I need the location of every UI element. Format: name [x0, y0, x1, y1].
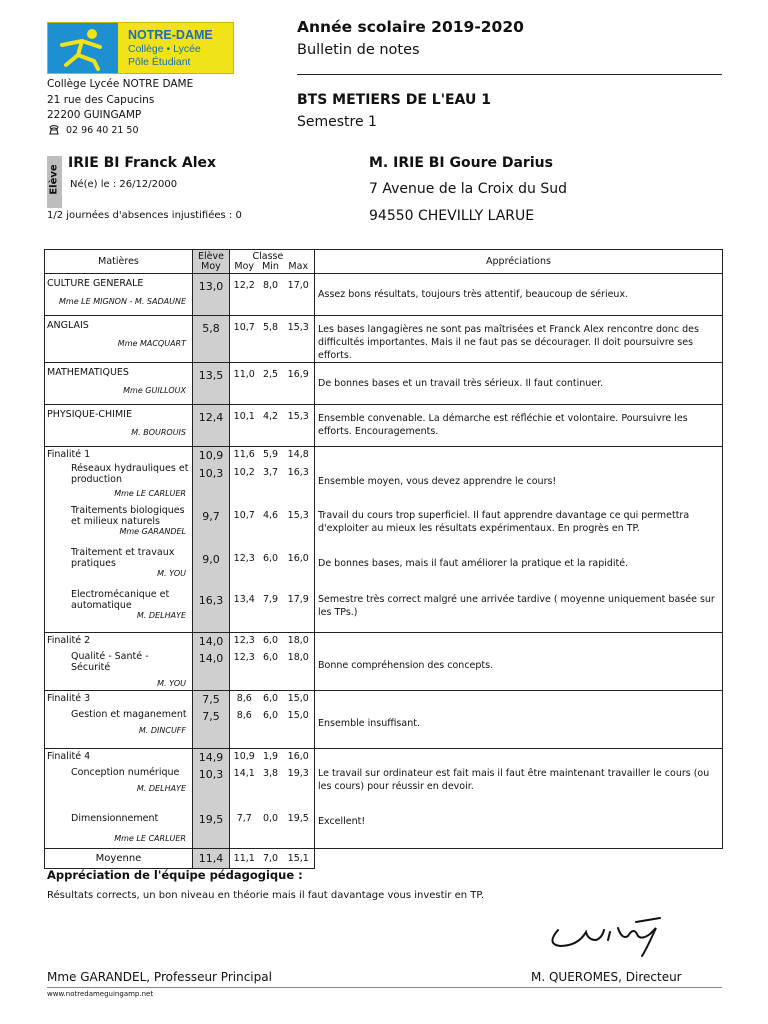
table-cell: PHYSIQUE-CHIMIE M. BOUROUIS: [45, 405, 193, 447]
table-cell: Qualité - Santé - Sécurité M. YOU: [45, 649, 193, 691]
table-cell: 15,3: [283, 405, 315, 447]
table-cell: Semestre très correct malgré une arrivée tardive ( moyenne uniquement basée sur les TPs.): [315, 589, 723, 633]
table-cell: 6,0: [259, 691, 283, 707]
table-cell: 15,1: [283, 849, 315, 869]
table-cell: 13,0: [193, 274, 230, 316]
table-cell: 8,6: [230, 707, 259, 749]
table-cell: CULTURE GENERALE Mme LE MIGNON - M. SADAUNE: [45, 274, 193, 316]
school-name: Collège Lycée NOTRE DAME: [47, 78, 194, 90]
table-cell: Ensemble convenable. La démarche est réfléchie et volontaire. Poursuivre les efforts. Encouragements.: [315, 405, 723, 447]
table-cell: Les bases langagières ne sont pas maîtrisées et Franck Alex rencontre donc des difficultés importantes. Mais il ne faut pas se décourager. Il doit poursuivre ses efforts.: [315, 316, 723, 363]
table-cell: Traitement et travaux pratiques M. YOU: [45, 547, 193, 589]
school-year: Année scolaire 2019-2020: [297, 18, 524, 36]
program-title: BTS METIERS DE L'EAU 1: [297, 92, 491, 108]
col-matieres: Matières: [45, 250, 193, 274]
table-cell: Ensemble insuffisant.: [315, 707, 723, 749]
table-row: [45, 807, 723, 849]
footer-divider: [47, 987, 722, 988]
table-cell: 6,0: [262, 552, 279, 564]
table-cell: 14,9: [193, 749, 230, 765]
logo-figure-icon: [48, 23, 118, 73]
col-classe: Classe: [252, 251, 284, 262]
school-phone: 02 96 40 21 50: [66, 125, 139, 136]
school-street: 21 rue des Capucins: [47, 94, 155, 106]
table-cell: 0,0: [259, 807, 283, 849]
table-cell: 19,5: [283, 807, 315, 849]
equipe-text: Résultats corrects, un bon niveau en théorie mais il faut davantage vous investir en TP.: [47, 890, 485, 901]
parent-name: M. IRIE BI Goure Darius: [369, 155, 553, 171]
table-cell: 8,6: [230, 691, 259, 707]
table-cell: Réseaux hydrauliques et production Mme LE CARLUER: [45, 463, 193, 505]
logo-line2: Collège • Lycée: [128, 43, 201, 55]
table-row: [45, 547, 723, 589]
table-cell: 10,9: [193, 447, 230, 463]
table-cell: Electromécanique et automatique M. DELHAYE: [45, 589, 193, 633]
table-cell: De bonnes bases, mais il faut améliorer la pratique et la rapidité.: [315, 547, 723, 589]
table-cell: 10,7: [230, 316, 259, 363]
table-cell: [315, 691, 723, 707]
col-classe-min: Classe Min: [252, 251, 284, 272]
table-cell: 19,5: [193, 807, 230, 849]
grades-table: [44, 249, 723, 869]
table-cell: Traitements biologiques et milieux naturels Mme GARANDEL: [45, 505, 193, 547]
director-signature: [538, 900, 688, 960]
table-cell: ANGLAIS Mme MACQUART: [45, 316, 193, 363]
table-row: [45, 649, 723, 691]
table-cell: 17,0: [283, 274, 315, 316]
table-cell: 16,9: [283, 363, 315, 405]
table-cell: 9,7: [193, 505, 230, 547]
table-row: [45, 463, 723, 505]
table-cell: 16,0: [283, 547, 315, 589]
logo-line1: NOTRE-DAME: [128, 28, 213, 42]
table-row: [45, 765, 723, 807]
table-row: [45, 707, 723, 749]
table-cell: [315, 749, 723, 765]
table-cell: 5,8: [193, 316, 230, 363]
finalite-4-row: [45, 749, 723, 765]
col-eleve: Elève Moy: [193, 250, 230, 274]
table-cell: [315, 849, 723, 869]
footer-url[interactable]: www.notredameguingamp.net: [47, 990, 154, 998]
table-cell: 11,4: [193, 849, 230, 869]
finalite-2-row: [45, 633, 723, 649]
table-cell: 10,3: [193, 765, 230, 807]
table-cell: 7,9: [259, 589, 283, 633]
table-cell: [315, 447, 723, 463]
table-cell: Finalité 4: [45, 749, 193, 765]
table-cell: 4,2: [259, 405, 283, 447]
table-cell: Dimensionnement Mme LE CARLUER: [45, 807, 193, 849]
table-cell: 15,3: [283, 316, 315, 363]
table-cell: 7,5: [193, 691, 230, 707]
table-cell: 7,5: [193, 707, 230, 749]
director-name: M. QUEROMES, Directeur: [531, 970, 682, 984]
table-cell: 5,8: [259, 316, 283, 363]
table-cell: 6,0: [259, 649, 283, 691]
table-cell: 16,3: [283, 463, 315, 505]
table-cell: 10,2: [230, 463, 259, 505]
table-cell: 13,5: [193, 363, 230, 405]
table-row: [45, 405, 723, 447]
table-cell: 19,3: [283, 765, 315, 807]
finalite-1-row: [45, 447, 723, 463]
table-cell: 15,3: [283, 505, 315, 547]
table-cell: 14,8: [283, 447, 315, 463]
table-cell: 14,1: [230, 765, 259, 807]
table-header: [45, 250, 723, 274]
logo-line3: Pôle Étudiant: [128, 56, 191, 68]
table-cell: 17,9: [283, 589, 315, 633]
table-cell: Conception numérique M. DELHAYE: [45, 765, 193, 807]
table-cell: [315, 633, 723, 649]
table-cell: 15,0: [283, 691, 315, 707]
table-row: [45, 316, 723, 363]
table-cell: 4,6: [262, 509, 279, 521]
table-cell: 10,9: [230, 749, 259, 765]
table-cell: 1,9: [259, 749, 283, 765]
col-classe-max: Max: [283, 250, 315, 274]
table-cell: 9,0: [193, 547, 230, 589]
parent-address1: 7 Avenue de la Croix du Sud: [369, 181, 567, 197]
table-cell: 16,3: [193, 589, 230, 633]
table-cell: 10,3: [193, 463, 230, 505]
table-cell: 7,0: [259, 849, 283, 869]
table-row: [45, 505, 723, 547]
principal-signature: Mme GARANDEL, Professeur Principal: [47, 970, 272, 984]
table-cell: Travail du cours trop superficiel. Il faut apprendre davantage ce qui permettra d'exploiter au mieux les résultats expérimentaux. En progrès en TP.: [315, 505, 723, 547]
col-classe-moy: Moy: [230, 250, 259, 274]
table-cell: 10,1: [230, 405, 259, 447]
school-logo: [47, 22, 234, 74]
table-cell: 11,1: [230, 849, 259, 869]
table-row: [45, 589, 723, 633]
table-row: [45, 363, 723, 405]
table-cell: 10,7: [230, 505, 259, 547]
table-cell: Ensemble moyen, vous devez apprendre le cours!: [315, 463, 723, 505]
table-cell: Excellent!: [315, 807, 723, 849]
finalite-3-row: [45, 691, 723, 707]
table-cell: 12,3: [230, 633, 259, 649]
document-type: Bulletin de notes: [297, 42, 420, 58]
table-cell: 12,4: [193, 405, 230, 447]
table-cell: Bonne compréhension des concepts.: [315, 649, 723, 691]
table-cell: 18,0: [283, 633, 315, 649]
eleve-tab: Elève: [47, 156, 62, 208]
table-cell: 6,0: [259, 707, 283, 749]
table-cell: De bonnes bases et un travail très sérieux. Il faut continuer.: [315, 363, 723, 405]
table-cell: 12,2: [230, 274, 259, 316]
parent-address2: 94550 CHEVILLY LARUE: [369, 208, 535, 224]
school-city: 22200 GUINGAMP: [47, 109, 142, 121]
table-cell: 15,0: [283, 707, 315, 749]
table-cell: 6,0: [259, 633, 283, 649]
phone-icon: [48, 124, 60, 139]
student-absences: 1/2 journées d'absences injustifiées : 0: [47, 210, 242, 221]
table-cell: 7,7: [230, 807, 259, 849]
table-cell: Finalité 3: [45, 691, 193, 707]
table-cell: 2,5: [259, 363, 283, 405]
table-cell: 11,0: [230, 363, 259, 405]
table-cell: Moyenne: [45, 849, 193, 869]
table-cell: 5,9: [259, 447, 283, 463]
table-cell: 16,0: [283, 749, 315, 765]
table-cell: Finalité 2: [45, 633, 193, 649]
table-cell: 11,6: [230, 447, 259, 463]
header-divider: [297, 74, 722, 75]
table-cell: 12,3: [230, 547, 259, 589]
table-cell: Assez bons résultats, toujours très attentif, beaucoup de sérieux.: [315, 274, 723, 316]
student-name: IRIE BI Franck Alex: [68, 155, 217, 171]
table-cell: Finalité 1: [45, 447, 193, 463]
table-cell: 12,3: [230, 649, 259, 691]
moyenne-row: [45, 849, 723, 869]
table-cell: 8,0: [259, 274, 283, 316]
table-cell: 14,0: [193, 633, 230, 649]
table-cell: Gestion et maganement M. DINCUFF: [45, 707, 193, 749]
table-row: [45, 274, 723, 316]
table-cell: 3,8: [262, 767, 279, 779]
semester: Semestre 1: [297, 114, 377, 130]
col-appreciations: Appréciations: [315, 250, 723, 274]
equipe-title: Appréciation de l'équipe pédagogique :: [47, 868, 303, 882]
table-cell: Le travail sur ordinateur est fait mais il faut être maintenant travailler le cours (ou les cours) pour réussir en devoir.: [315, 765, 723, 807]
table-cell: 14,0: [193, 649, 230, 691]
student-dob: Né(e) le : 26/12/2000: [70, 179, 178, 190]
table-cell: 18,0: [283, 649, 315, 691]
table-cell: 3,7: [262, 466, 279, 478]
table-cell: 13,4: [230, 589, 259, 633]
table-cell: MATHEMATIQUES Mme GUILLOUX: [45, 363, 193, 405]
